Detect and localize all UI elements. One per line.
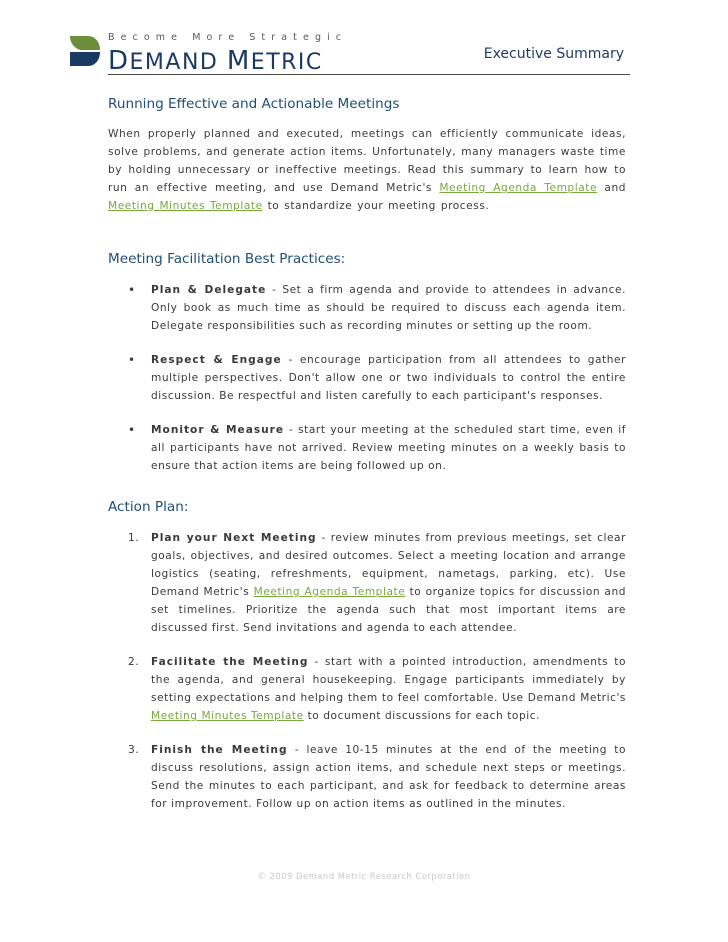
list-item: • Plan & Delegate - Set a firm agenda and provide to attendees in advance. Only book as much time as should be required to discuss each agenda item. Delegate responsibilities such as recording minutes or setting up the room. xyxy=(128,283,626,332)
practices-heading: Meeting Facilitation Best Practices: xyxy=(108,251,346,267)
meeting-minutes-template-link[interactable]: Meeting Minutes Template xyxy=(151,710,304,722)
list-item: • Monitor & Measure - start your meeting at the scheduled start time, even if all participants have not arrived. Review meeting minutes on a weekly basis to ensure that action items are being followed up on. xyxy=(128,423,626,472)
copyright-footer: © 2009 Demand Metric Research Corporation xyxy=(257,871,471,881)
list-item: 3. Finish the Meeting - leave 10-15 minutes at the end of the meeting to discuss resolutions, assign action items, and schedule next steps or meetings. Send the minutes to each participant, and ask for feedback to determine areas for improvement. Follow up on action items as outlined in the minutes. xyxy=(128,744,626,810)
meeting-agenda-template-link[interactable]: Meeting Agenda Template xyxy=(253,586,406,598)
page-header xyxy=(68,30,630,74)
action-plan-heading: Action Plan: xyxy=(108,499,189,515)
list-item: 2. Facilitate the Meeting - start with a pointed introduction, amendments to the agenda, and general housekeeping. Engage participants immediately by setting expectations and helping them to feel comfortable. Use Demand Metric's Meeting Minutes Template to document discussions for each topic. xyxy=(128,656,626,722)
brand-tagline: Become More Strategic xyxy=(108,32,348,43)
action-plan-list xyxy=(108,529,626,813)
list-item: • Respect & Engage - encourage participation from all attendees to gather multiple perspectives. Don't allow one or two individuals to control the entire discussion. Be respectful and listen carefully to each participant's responses. xyxy=(128,353,627,402)
list-item: 1. Plan your Next Meeting - review minutes from previous meetings, set clear goals, objectives, and desired outcomes. Select a meeting location and arrange logistics (seating, refreshments, equipment, nametags, parking, etc). Use Demand Metric's Meeting Agenda Template to organize topics for discussion and set timelines. Prioritize the agenda such that most important items are discussed first. Send invitations and agenda to each attendee. xyxy=(128,532,627,634)
intro-paragraph: When properly planned and executed, meetings can efficiently communicate ideas, solve problems, and generate action items. Unfortunately, many managers waste time by holding unnecessary or ineffective meetings. Read this summary to learn how to run an effective meeting, and use Demand Metric's Meeting Agenda Template and Meeting Minutes Template to standardize your meeting process. xyxy=(108,128,627,212)
meeting-agenda-template-link[interactable]: Meeting Agenda Template xyxy=(439,182,598,194)
header-divider xyxy=(108,74,630,75)
practices-list xyxy=(108,281,626,475)
demand-metric-logo-icon xyxy=(68,34,102,68)
document-title: Running Effective and Actionable Meetings xyxy=(108,96,400,112)
document-body xyxy=(108,96,626,829)
brand-name: DEMAND METRIC xyxy=(108,46,323,76)
document-type: Executive Summary xyxy=(483,46,624,62)
meeting-minutes-template-link[interactable]: Meeting Minutes Template xyxy=(108,200,263,212)
